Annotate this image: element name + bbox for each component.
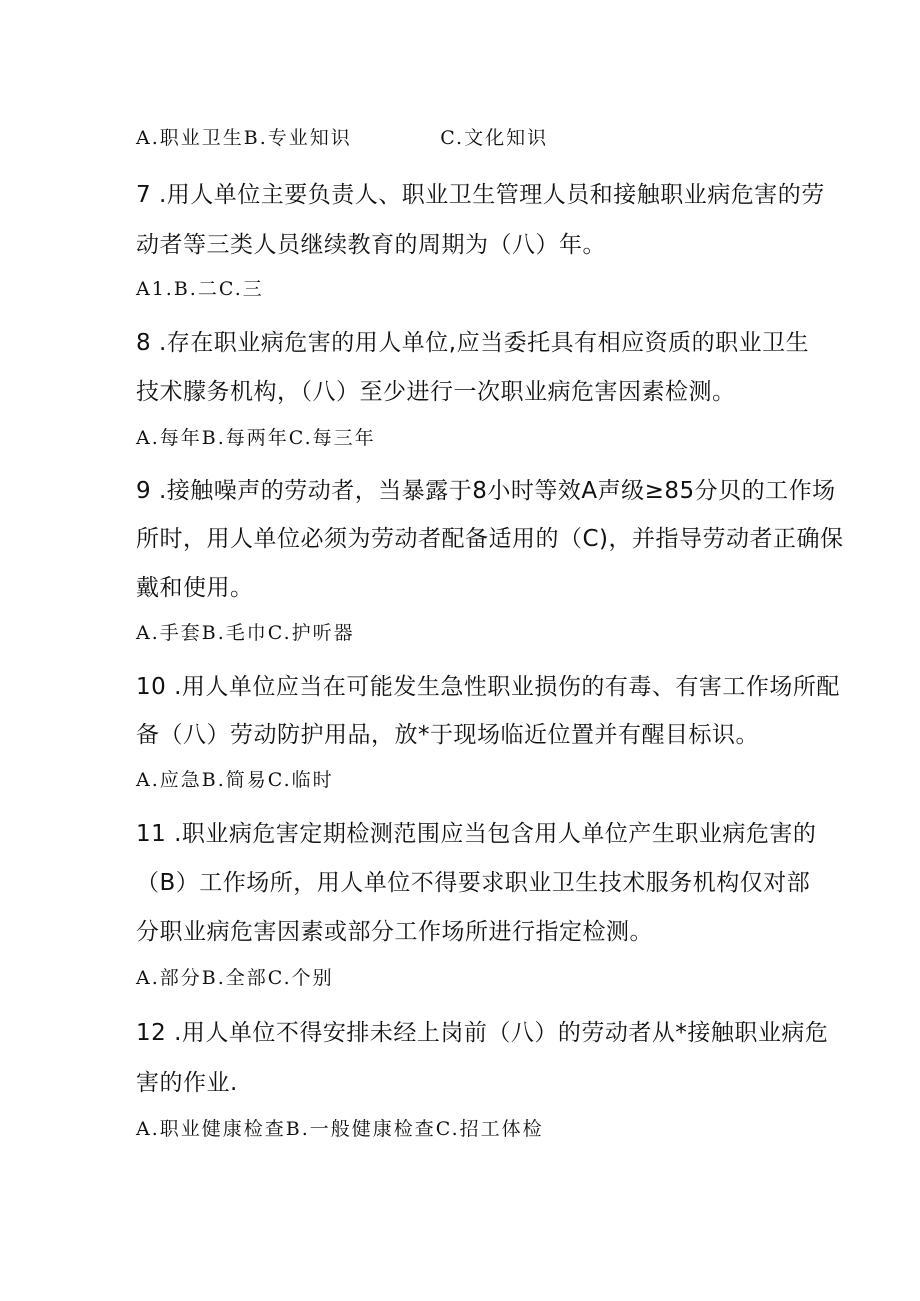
question-11-line-3: 分职业病危害因素或部分工作场所进行指定检测。 xyxy=(136,919,653,945)
question-8-line-2: 技术朦务机构，（八）至少进行一次职业病危害因素检测。 xyxy=(136,379,736,405)
question-10-options: A.应急B.简易C.临时 xyxy=(136,769,334,791)
question-10-line-1: 10 .用人单位应当在可能发生急性职业损伤的有毒、有害工作场所配 xyxy=(136,674,840,700)
question-7-options: A1.B.二C.三 xyxy=(136,278,264,300)
question-8-line-1: 8 .存在职业病危害的用人单位,应当委托具有相应资质的职业卫生 xyxy=(136,330,810,356)
question-7-line-2: 动者等三类人员继续教育的周期为（八）年。 xyxy=(136,232,606,258)
question-9-options: A.手套B.毛巾C.护听器 xyxy=(136,622,355,644)
question-12-line-1: 12 .用人单位不得安排未经上岗前（八）的劳动者从*接触职业病危 xyxy=(136,1020,829,1046)
question-9-line-2: 所时，用人单位必须为劳动者配备适用的（C)，并指导劳动者正确保 xyxy=(136,526,844,552)
question-6-options: A.职业卫生B.专业知识 C.文化知识 xyxy=(136,127,549,149)
question-12-line-2: 害的作业. xyxy=(136,1070,238,1096)
question-9-line-3: 戴和使用。 xyxy=(136,575,254,601)
question-11-options: A.部分B.全部C.个别 xyxy=(136,967,334,989)
question-11-line-2: （B）工作场所，用人单位不得要求职业卫生技术服务机构仅对部 xyxy=(136,870,811,896)
question-8-options: A.每年B.每两年C.每三年 xyxy=(136,427,376,449)
question-9-line-1: 9 .接触噪声的劳动者，当暴露于8小时等效A声级≥85分贝的工作场 xyxy=(136,478,836,504)
question-11-line-1: 11 .职业病危害定期检测范围应当包含用人单位产生职业病危害的 xyxy=(136,821,817,847)
question-10-line-2: 备（八）劳动防护用品，放*于现场临近位置并有醒目标识。 xyxy=(136,722,759,748)
question-7-line-1: 7 .用人单位主要负责人、职业卫生管理人员和接触职业病危害的劳 xyxy=(136,182,825,208)
question-12-options: A.职业健康检查B.一般健康检查C.招工体检 xyxy=(136,1118,544,1140)
